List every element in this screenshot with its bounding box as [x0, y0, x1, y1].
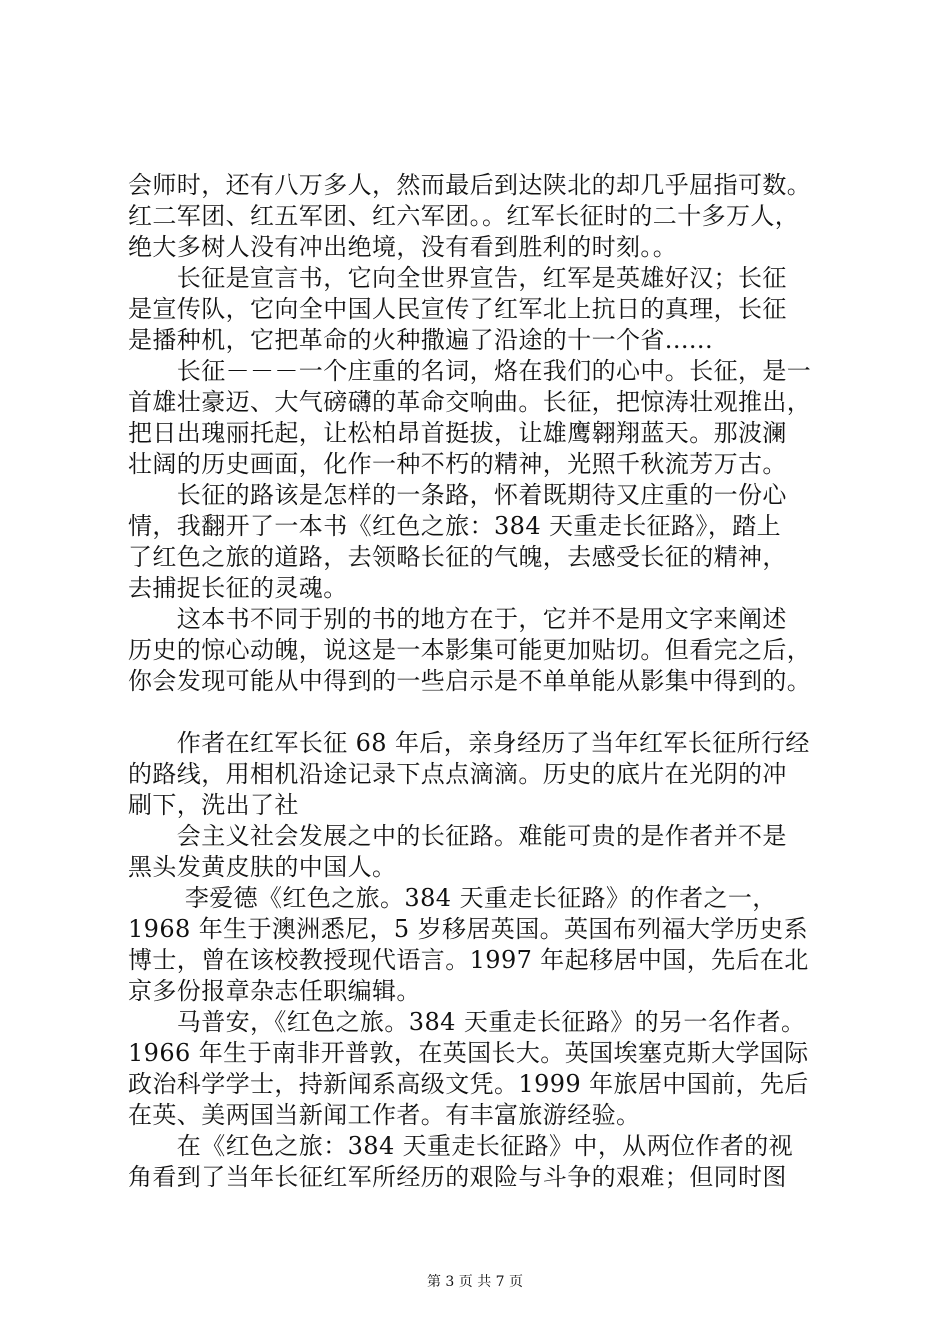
blank-line: [128, 697, 856, 728]
text-line: 是播种机，它把革命的火种撒遍了沿途的十一个省......: [128, 326, 713, 354]
text-line: 会师时，还有八万多人，然而最后到达陕北的却几乎屈指可数。: [128, 171, 812, 199]
text-line: 长征－－－一个庄重的名词，烙在我们的心中。长征，是一: [128, 357, 812, 385]
text-line: 博士，曾在该校教授现代语言。1997 年起移居中国，先后在北: [128, 946, 809, 974]
text-line: 1968 年生于澳洲悉尼，5 岁移居英国。英国布列福大学历史系: [128, 915, 809, 943]
text-line: 情，我翻开了一本书《红色之旅：384 天重走长征路》，踏上: [128, 512, 782, 540]
page-footer: 第 3 页 共 7 页: [426, 1274, 524, 1290]
text-line: 李爱德《红色之旅。384 天重走长征路》的作者之一，: [128, 884, 777, 912]
text-line: 马普安，《红色之旅。384 天重走长征路》的另一名作者。: [128, 1008, 806, 1036]
text-line: 你会发现可能从中得到的一些启示是不单单能从影集中得到的。: [128, 667, 812, 695]
text-line: 长征的路该是怎样的一条路，怀着既期待又庄重的一份心: [128, 481, 787, 509]
text-line: 这本书不同于别的书的地方在于，它并不是用文字来阐述: [128, 605, 787, 633]
text-line: 京多份报章杂志任职编辑。: [128, 977, 421, 1005]
text-line: 首雄壮豪迈、大气磅礴的革命交响曲。长征，把惊涛壮观推出，: [128, 388, 812, 416]
text-line: 黑头发黄皮肤的中国人。: [128, 853, 397, 881]
text-line: 红二军团、红五军团、红六军团。。红军长征时的二十多万人，: [128, 202, 800, 230]
body-text: [128, 170, 856, 1193]
text-line: 政治科学学士，持新闻系高级文凭。1999 年旅居中国前，先后: [128, 1070, 809, 1098]
text-line: 长征是宣言书，它向全世界宣告，红军是英雄好汉；长征: [128, 264, 787, 292]
text-line: 把日出瑰丽托起，让松柏昂首挺拔，让雄鹰翱翔蓝天。那波澜: [128, 419, 787, 447]
text-line: 会主义社会发展之中的长征路。难能可贵的是作者并不是: [128, 822, 787, 850]
text-line: 在英、美两国当新闻工作者。有丰富旅游经验。: [128, 1101, 641, 1129]
text-line: 1966 年生于南非开普敦，在英国长大。英国埃塞克斯大学国际: [128, 1039, 809, 1067]
text-line: 是宣传队，它向全中国人民宣传了红军北上抗日的真理，长征: [128, 295, 787, 323]
text-line: 了红色之旅的道路，去领略长征的气魄，去感受长征的精神，: [128, 543, 787, 571]
text-line: 在《红色之旅：384 天重走长征路》中，从两位作者的视: [128, 1132, 794, 1160]
text-line: 的路线，用相机沿途记录下点点滴滴。历史的底片在光阴的冲: [128, 760, 787, 788]
text-line: 角看到了当年长征红军所经历的艰险与斗争的艰难；但同时图: [128, 1163, 787, 1191]
text-line: 作者在红军长征 68 年后，亲身经历了当年红军长征所行经: [128, 729, 810, 757]
text-line: 历史的惊心动魄，说这是一本影集可能更加贴切。但看完之后，: [128, 636, 812, 664]
text-line: 绝大多树人没有冲出绝境，没有看到胜利的时刻。。: [128, 233, 678, 261]
text-line: 刷下，洗出了社: [128, 791, 299, 819]
text-line: 去捕捉长征的灵魂。: [128, 574, 348, 602]
text-line: 壮阔的历史画面，化作一种不朽的精神，光照千秋流芳万古。: [128, 450, 787, 478]
